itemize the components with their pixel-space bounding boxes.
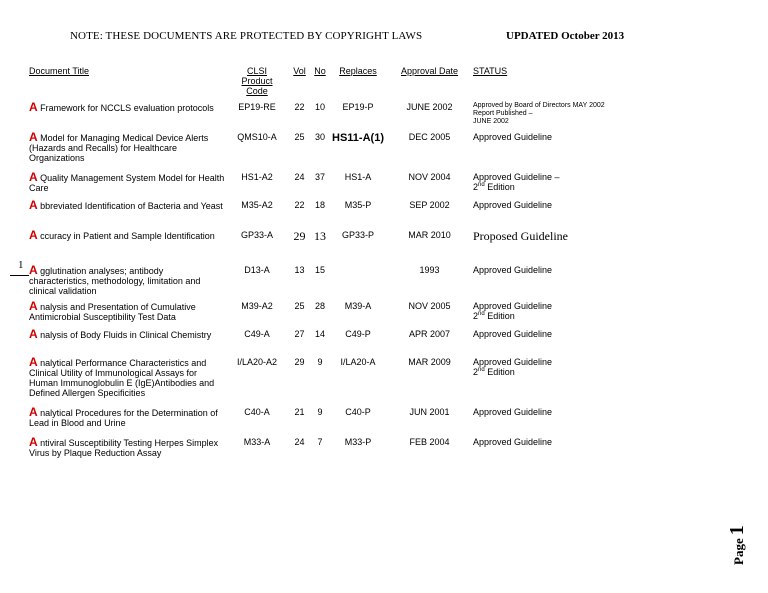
title-text: bbreviated Identification of Bacteria and Yeast — [37, 201, 223, 211]
margin-rule — [10, 275, 29, 276]
number: 15 — [314, 265, 325, 275]
title-text: ccuracy in Patient and Sample Identification — [37, 231, 215, 241]
status — [473, 357, 709, 407]
table-row — [29, 102, 709, 132]
product-code: D13-A — [244, 265, 270, 275]
number: 9 — [317, 407, 323, 417]
edition-ordinal: 2 — [473, 311, 479, 321]
volume: 25 — [294, 301, 305, 311]
doc-title — [29, 357, 225, 407]
replaces: M33-P — [344, 437, 372, 447]
status: Approved Guideline — [473, 265, 553, 275]
status-line3: JUNE 2002 — [473, 118, 509, 125]
product-code: M35-A2 — [241, 200, 273, 210]
approval-date: FEB 2004 — [409, 437, 450, 447]
col-header-approval-date: Approval Date — [400, 66, 459, 76]
title-text: gglutination analyses; antibody characteristics, methodology, limitation and clinical validation — [29, 266, 201, 296]
title-initial: A — [29, 170, 38, 184]
approval-date: MAR 2009 — [408, 357, 451, 367]
replaces: M39-A — [344, 301, 372, 311]
replaces: I/LA20-A — [340, 357, 376, 367]
title-initial: A — [29, 327, 38, 341]
status-line2 — [473, 367, 709, 377]
number: 30 — [314, 132, 325, 142]
title-initial: A — [29, 130, 38, 144]
col-header-vol: Vol — [293, 66, 306, 76]
volume: 29 — [293, 229, 306, 243]
approval-date: NOV 2005 — [408, 301, 451, 311]
approval-date: MAR 2010 — [408, 230, 451, 240]
doc-title — [29, 407, 225, 437]
status-line1: Approved by Board of Directors MAY 2002 — [473, 102, 605, 109]
status-line2 — [473, 182, 709, 192]
col-header-status: STATUS — [473, 66, 508, 76]
replaces: C49-P — [345, 329, 371, 339]
volume: 24 — [294, 172, 305, 182]
col-header-code — [225, 66, 289, 102]
title-initial: A — [29, 299, 38, 313]
number: 14 — [314, 329, 325, 339]
margin-page-number: 1 — [18, 259, 24, 271]
documents-table — [29, 66, 709, 465]
number: 18 — [314, 200, 325, 210]
product-code: HS1-A2 — [241, 172, 273, 182]
number: 9 — [317, 357, 323, 367]
status: Proposed Guideline — [473, 229, 568, 243]
title-initial: A — [29, 100, 38, 114]
edition-ordinal: 2 — [473, 182, 479, 192]
status — [473, 301, 709, 329]
title-text: nalysis of Body Fluids in Clinical Chemistry — [37, 330, 212, 340]
copyright-notice: NOTE: THESE DOCUMENTS ARE PROTECTED BY COPYRIGHT LAWS — [70, 30, 423, 42]
table-row — [29, 357, 709, 407]
replaces: GP33-P — [341, 230, 374, 240]
doc-title — [29, 329, 225, 357]
replaces: C40-P — [345, 407, 371, 417]
product-code: M33-A — [243, 437, 271, 447]
table-header-row — [29, 66, 709, 102]
page-label — [726, 525, 746, 565]
number: 28 — [314, 301, 325, 311]
approval-date: JUN 2001 — [409, 407, 450, 417]
title-text: Framework for NCCLS evaluation protocols — [37, 103, 214, 113]
volume: 22 — [294, 102, 305, 112]
product-code: EP19-RE — [238, 102, 276, 112]
product-code: C40-A — [244, 407, 270, 417]
approval-date: JUNE 2002 — [406, 102, 453, 112]
replaces: M35-P — [344, 200, 372, 210]
doc-title — [29, 265, 225, 301]
status: Approved Guideline — [473, 200, 553, 210]
table-row — [29, 172, 709, 200]
approval-date: APR 2007 — [408, 329, 451, 339]
approval-date: NOV 2004 — [408, 172, 451, 182]
replaces — [330, 265, 386, 301]
col-header-title: Document Title — [29, 66, 90, 76]
edition-word: Edition — [484, 182, 515, 192]
col-header-code-line1: CLSI — [246, 66, 267, 76]
approval-date: 1993 — [419, 265, 440, 275]
status-line1: Approved Guideline — [473, 357, 553, 367]
updated-date: UPDATED October 2013 — [506, 30, 625, 42]
edition-suffix: nd — [478, 182, 485, 188]
status-line2: Report Published – — [473, 110, 533, 117]
volume: 24 — [294, 437, 305, 447]
replaces: HS1-A — [344, 172, 372, 182]
col-header-code-line2: Product — [241, 76, 273, 86]
replaces: HS11-A(1) — [332, 132, 384, 144]
table-row — [29, 301, 709, 329]
page-number: 1 — [726, 525, 748, 536]
doc-title — [29, 230, 225, 265]
title-text: Quality Management System Model for Health Care — [29, 173, 225, 193]
volume: 29 — [294, 357, 305, 367]
title-text: ntiviral Susceptibility Testing Herpes Simplex Virus by Plaque Reduction Assay — [29, 438, 219, 458]
edition-suffix: nd — [478, 367, 485, 373]
edition-word: Edition — [484, 367, 515, 377]
product-code: M39-A2 — [241, 301, 273, 311]
product-code: C49-A — [244, 329, 270, 339]
replaces: EP19-P — [342, 102, 374, 112]
doc-title — [29, 301, 225, 329]
table-row — [29, 437, 709, 465]
edition-suffix: nd — [478, 311, 485, 317]
table-row — [29, 200, 709, 230]
status-line1: Approved Guideline — [473, 301, 553, 311]
product-code: I/LA20-A2 — [236, 357, 278, 367]
title-initial: A — [29, 355, 38, 369]
title-initial: A — [29, 263, 38, 277]
volume: 22 — [294, 200, 305, 210]
title-text: nalysis and Presentation of Cumulative Antimicrobial Susceptibility Test Data — [29, 302, 196, 322]
status: Approved Guideline — [473, 437, 553, 447]
doc-title — [29, 132, 225, 172]
status — [473, 172, 709, 200]
status-line1: Approved Guideline – — [473, 172, 560, 182]
table-row — [29, 265, 709, 301]
status — [473, 102, 709, 132]
title-initial: A — [29, 228, 38, 242]
col-header-replaces: Replaces — [339, 66, 377, 76]
table-row — [29, 407, 709, 437]
number: 10 — [314, 102, 325, 112]
edition-word: Edition — [484, 311, 515, 321]
doc-title — [29, 102, 225, 132]
status: Approved Guideline — [473, 407, 553, 417]
table-row — [29, 329, 709, 357]
doc-title — [29, 172, 225, 200]
title-text: Model for Managing Medical Device Alerts (Hazards and Recalls) for Healthcare Organizations — [29, 133, 209, 163]
number: 37 — [314, 172, 325, 182]
title-text: nalytical Performance Characteristics and Clinical Utility of Immunological Assays for Human Immunoglobulin E (IgE)Antibodies and Defined Allergen Specificities — [29, 358, 215, 398]
status: Approved Guideline — [473, 132, 553, 142]
col-header-no: No — [314, 66, 326, 76]
table-row — [29, 132, 709, 172]
approval-date: SEP 2002 — [409, 200, 450, 210]
title-initial: A — [29, 198, 38, 212]
title-initial: A — [29, 435, 38, 449]
status-line2 — [473, 311, 709, 321]
product-code: QMS10-A — [237, 132, 277, 142]
approval-date: DEC 2005 — [408, 132, 451, 142]
volume: 21 — [294, 407, 305, 417]
number: 13 — [314, 229, 326, 243]
col-header-code-line3: Code — [246, 86, 268, 96]
doc-title — [29, 200, 225, 230]
page-word: Page — [731, 538, 746, 565]
status: Approved Guideline — [473, 329, 553, 339]
title-text: nalytical Procedures for the Determination of Lead in Blood and Urine — [29, 408, 218, 428]
number: 7 — [317, 437, 323, 447]
volume: 13 — [294, 265, 305, 275]
doc-title — [29, 437, 225, 465]
edition-ordinal: 2 — [473, 367, 479, 377]
title-initial: A — [29, 405, 38, 419]
volume: 27 — [294, 329, 305, 339]
product-code: GP33-A — [240, 230, 273, 240]
volume: 25 — [294, 132, 305, 142]
table-row — [29, 230, 709, 265]
